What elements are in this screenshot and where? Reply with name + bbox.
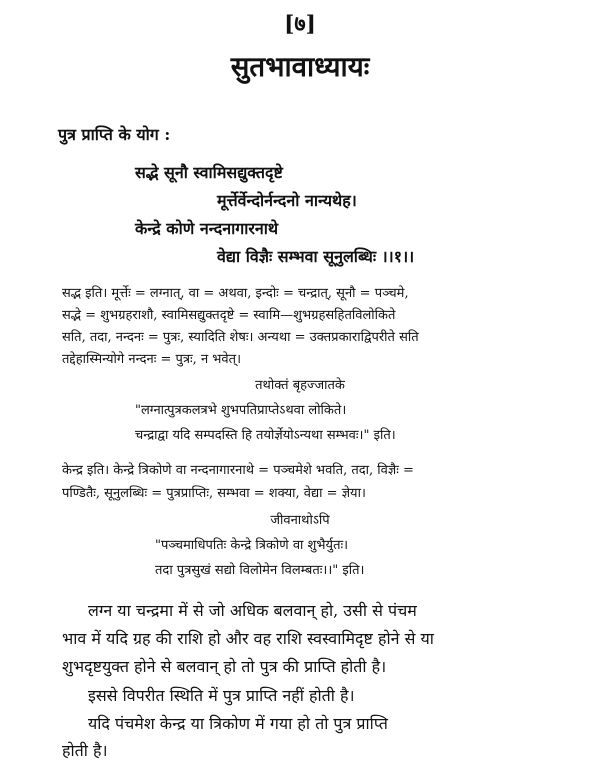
quote-line: "लग्नात्पुत्रकलत्रभे शुभपतिप्राप्तेऽथवा लोकिते। xyxy=(135,403,347,418)
commentary-line: सति, तदा, नन्दनः = पुत्रः, स्यादिति शेषः। अन्यथा = उक्तप्रकाराद्विपरीते सति xyxy=(62,330,419,345)
quote-line: तदा पुत्रसुखं सद्यो विलोमेन विलम्बतः।।" इति। xyxy=(155,563,365,578)
citation: तथोक्तं बृहज्जातके xyxy=(255,378,345,393)
commentary-line: सद्भे = शुभग्रहराशौ, स्वामिसद्युक्तदृष्टे = स्वामि—शुभग्रहसहितविलोकिते xyxy=(62,308,396,323)
hindi-paragraph-line: इससे विपरीत स्थिति में पुत्र प्राप्ति नहीं होती है। xyxy=(88,686,355,705)
page-number: [७] xyxy=(284,12,316,37)
quote-line: चन्द्राद्वा यदि सम्पदस्ति हि तयोर्ज्ञेयोऽन्यथा सम्भवः।" इति। xyxy=(135,428,396,443)
commentary-line: सद्भ इति। मूर्त्तेः = लग्नात्, वा = अथवा, इन्दोः = चन्द्रात्, सूनौ = पञ्चमे, xyxy=(62,286,409,301)
hindi-paragraph-line: शुभदृष्टयुक्त होने से बलवान् हो तो पुत्र की प्राप्ति होती है। xyxy=(62,657,387,676)
verse-line: केन्द्रे कोणे नन्दनागारनाथे xyxy=(135,219,279,238)
verse-line: वेद्या विज्ञैः सम्भवा सूनुलब्धिः ।।१।। xyxy=(217,247,415,266)
commentary-line: केन्द्र इति। केन्द्रे त्रिकोणे वा नन्दनागारनाथे = पञ्चमेशे भवति, तदा, विज्ञैः = xyxy=(62,463,414,478)
commentary-line: तद्देहास्मिन्योगे नन्दनः = पुत्रः, न भवेत्। xyxy=(62,352,241,367)
hindi-paragraph-line: लग्न या चन्द्रमा में से जो अधिक बलवान् हो, उसी से पंचम xyxy=(88,601,417,620)
quote-line: "पञ्चमाधिपतिः केन्द्रे त्रिकोणे वा शुभैर्युतः। xyxy=(155,538,349,553)
hindi-paragraph-line: यदि पंचमेश केन्द्र या त्रिकोण में गया हो तो पुत्र प्राप्ति xyxy=(88,714,388,733)
commentary-line: पण्डितैः, सूनुलब्धिः = पुत्रप्राप्तिः, सम्भवा = शक्या, वेद्या = ज्ञेया। xyxy=(62,486,366,501)
hindi-paragraph-line: भाव में यदि ग्रह की राशि हो और वह राशि स्वस्वामिदृष्ट होने से या xyxy=(62,629,434,648)
verse-line: सद्भे सूनौ स्वामिसद्युक्तदृष्टे xyxy=(135,163,283,182)
citation: जीवनाथोऽपि xyxy=(270,513,330,528)
hindi-paragraph-line: होती है। xyxy=(62,741,108,760)
chapter-title: सुतभावाध्यायः xyxy=(230,50,370,83)
verse-line: मूर्त्तेर्वेन्दोर्नन्दनो नान्यथेह। xyxy=(217,191,357,210)
section-heading: पुत्र प्राप्ति के योग : xyxy=(58,125,171,144)
